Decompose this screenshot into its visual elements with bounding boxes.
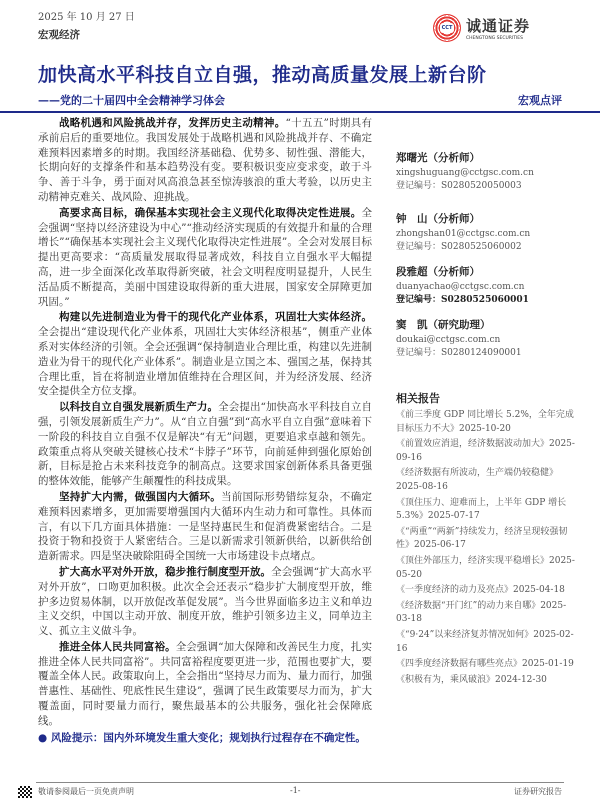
- paragraph-lead: 坚持扩大内需，做强国内大循环。: [59, 490, 222, 503]
- related-report-link[interactable]: 《顶住压力、迎难而上，上半年 GDP 增长 5.3%》2025-07-17: [396, 497, 567, 522]
- analyst-email[interactable]: xingshuguang@cctgsc.com.cn: [396, 168, 534, 178]
- analyst-name: 段雅超（分析师）: [396, 266, 480, 278]
- related-report-link[interactable]: 《一季度经济的动力及亮点》2025-04-18: [396, 585, 565, 596]
- company-logo: [433, 12, 543, 46]
- paragraph-text: 全会提出“建设现代化产业体系，巩固壮大实体经济根基”，侧重产业体系对实体经济的引领。全会还强调“保持制造业合理比重，构建以先进制造业为骨干的现代化产业体系”。制造业是立国之本、强国之基，保持其合理比重，旨在将制造业增加值维持在合理区间，并为经济发展、经济安全提供全方位支撑。: [38, 326, 372, 398]
- analyst-reg: 登记编号：S0280124090001: [396, 348, 522, 358]
- qr-code-icon: [18, 786, 32, 798]
- logo-mark-icon: [433, 14, 461, 42]
- paragraph-lead: 以科技自立自强发展新质生产力。: [59, 401, 219, 414]
- analyst-reg: 登记编号：S0280525060001: [396, 295, 529, 305]
- related-reports-heading: 相关报告: [396, 392, 440, 405]
- paragraph-text: 全会提出“加快高水平科技自立自强，引领发展新质生产力”。从“自立自强”到“高水平自立自强”意味着下一阶段的科技自立自强不仅是解决“有无”问题，更要追求卓越和领先。政策重点将从突破关键核心技术“卡脖子”环节，向前延伸到强化原始创新，目标是抢占未来科技竞争的制高点。这要求国家创新体系具备更强的整体效能，能够产生颠覆性的科技成果。: [38, 401, 373, 488]
- related-report-link[interactable]: 《前三季度 GDP 同比增长 5.2%，全年完成目标压力不大》2025-10-20: [396, 410, 574, 434]
- report-type: 宏观点评: [518, 94, 562, 107]
- related-report-link[interactable]: 《“两重”“两新”持续发力，经济呈现较强韧性》2025-06-17: [396, 526, 568, 551]
- analyst-card: [396, 213, 576, 254]
- paragraph: [38, 640, 372, 729]
- logo-name-en: CHENGTONG SECURITIES: [466, 36, 524, 41]
- footer-disclaimer: 敬请参阅最后一页免责声明: [38, 787, 134, 796]
- analyst-email[interactable]: duanyachao@cctgsc.com.cn: [396, 282, 525, 292]
- risk-warning: ● 风险提示：国内外环境发生重大变化；规划执行过程存在不确定性。: [38, 731, 366, 744]
- analyst-card: [396, 152, 576, 193]
- related-report-link[interactable]: 《经济数据“开门红”的动力来自哪》2025-03-18: [396, 600, 567, 625]
- related-report-link[interactable]: 《积极有为，乘风破浪》2024-12-30: [396, 674, 547, 685]
- report-date: 2025 年 10 月 27 日: [38, 12, 135, 23]
- paragraph-lead: 扩大高水平对外开放，稳步推行制度型开放。: [59, 565, 272, 578]
- analyst-reg: 登记编号：S0280525060002: [396, 242, 522, 252]
- logo-name-cn: 诚通证券: [466, 17, 531, 35]
- analyst-card: [396, 319, 576, 360]
- paragraph-lead: 高要求高目标，确保基本实现社会主义现代化取得决定性进展。: [59, 206, 362, 219]
- paragraph: [38, 310, 372, 399]
- footer-divider: [36, 782, 564, 783]
- analyst-card: [396, 266, 576, 307]
- logo-mark-text: CCT: [441, 25, 453, 31]
- paragraph: [38, 206, 372, 310]
- footer-doc-type: 证券研究报告: [514, 787, 562, 796]
- related-report-link[interactable]: 《前置效应消退，经济数据波动加大》2025-09-16: [396, 439, 575, 463]
- paragraph-lead: 战略机遇和风险挑战并存，发挥历史主动精神。: [59, 117, 286, 129]
- paragraph-text: 当前国际形势错综复杂，不确定难预料因素增多，更加需要增强国内大循环内生动力和可靠性。具体而言，有以下几方面具体措施：一是坚持惠民生和促消费紧密结合。二是投资于物和投资于人紧密结合。三是以新需求引领新供给，以新供给创造新需求。四是坚决破除阻碍全国统一大市场建设卡点堵点。: [38, 490, 373, 563]
- header-divider: [0, 111, 600, 113]
- paragraph-text: 全会强调“坚持以经济建设为中心”“推动经济实现质的有效提升和量的合理增长”“确保基本实现社会主义现代化取得决定性进展”。全会对发展目标提出更高要求：“高质量发展取得显著成效，科技自立自强水平大幅提高，进一步全面深化改革取得新突破，社会文明程度明显提升，人民生活品质不断提高，美丽中国建设取得新的重大进展，国家安全屏障更加巩固。”: [38, 206, 372, 308]
- page-number: -1-: [290, 786, 301, 795]
- paragraph: [38, 116, 372, 205]
- related-report-link[interactable]: 《经济数据有所波动，生产端仍较稳健》2025-08-16: [396, 468, 559, 492]
- related-report-link[interactable]: 《四季度经济数据有哪些亮点》2025-01-19: [396, 659, 574, 670]
- report-body: [38, 116, 372, 745]
- sidebar: [396, 152, 576, 689]
- paragraph: [38, 400, 372, 489]
- paragraph: [38, 565, 372, 639]
- paragraph-text: 全会强调“扩大高水平对外开放”，口吻更加积极。此次全会还表示“稳步扩大制度型开放，维护多边贸易体制，以开放促改革促发展”。当今世界面临多边主义和单边主义交织，中国以主动开放、制度开放，维护引领多边主义，同单边主义、孤立主义做斗争。: [38, 565, 372, 638]
- paragraph-lead: 推进全体人民共同富裕。: [59, 640, 176, 653]
- related-report-link[interactable]: 《“9·24”以来经济复苏情况如何》2025-02-16: [396, 629, 574, 654]
- paragraph-text: “十五五”时期具有承前启后的重要地位。我国发展处于战略机遇和风险挑战并存、不确定难预料因素增多的时期。我国经济基础稳、优势多、韧性强、潜能大，长期向好的支撑条件和基本趋势没有变。要积极识变应变求变，敢于斗争、善于斗争，勇于面对风高浪急甚至惊涛骇浪的重大考验，以历史主动精神克难关、战风险、迎挑战。: [38, 117, 372, 203]
- paragraph-lead: 构建以先进制造业为骨干的现代化产业体系，巩固壮大实体经济。: [59, 311, 372, 324]
- page-title: 加快高水平科技自立自强，推动高质量发展上新台阶: [38, 64, 487, 86]
- analyst-email[interactable]: zhongshan01@cctgsc.com.cn: [396, 229, 531, 239]
- paragraph-text: 全会强调“加大保障和改善民生力度，扎实推进全体人民共同富裕”。共同富裕程度要更进一步，范围也要扩大，要覆盖全体人民。政策取向上，全会指出“坚持尽力而为、量力而行，加强普惠性、基础性、兜底性民生建设”，强调了民生政策要尽力而为，扩大覆盖面，同时要量力而行，聚焦最基本的公共服务，强化社会保障底线。: [38, 640, 372, 727]
- paragraph: [38, 490, 372, 564]
- report-category: 宏观经济: [38, 29, 80, 41]
- analyst-email[interactable]: doukai@cctgsc.com.cn: [396, 335, 501, 345]
- analyst-name: 钟 山（分析师）: [396, 213, 480, 225]
- related-report-link[interactable]: 《顶住外部压力，经济实现平稳增长》2025-05-20: [396, 555, 575, 580]
- analyst-reg: 登记编号：S0280520050003: [396, 181, 522, 191]
- analyst-name: 郑曙光（分析师）: [396, 152, 480, 164]
- page-subtitle: ——党的二十届四中全会精神学习体会: [38, 94, 225, 107]
- analyst-name: 窦 凯（研究助理）: [396, 319, 491, 331]
